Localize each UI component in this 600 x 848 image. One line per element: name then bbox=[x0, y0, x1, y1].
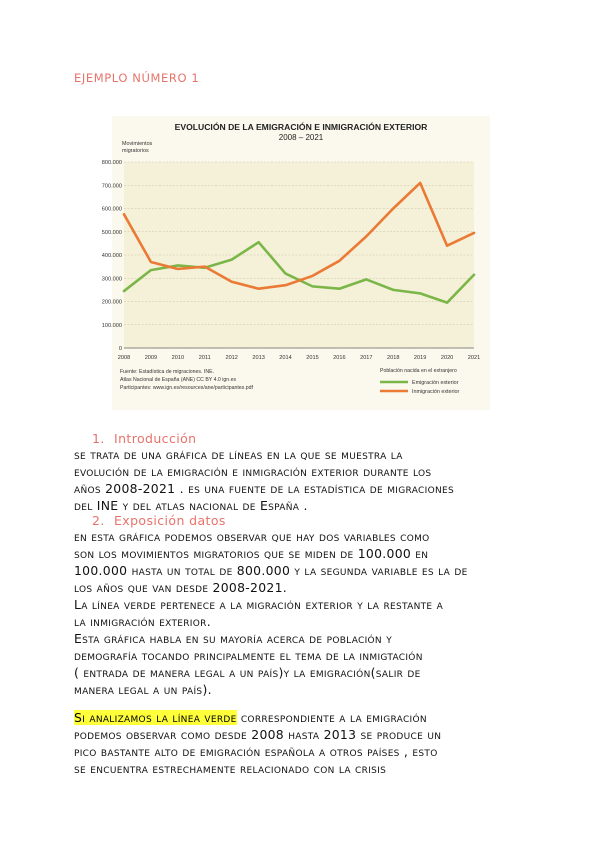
x-tick-label: 2021 bbox=[467, 355, 481, 361]
source-text: Fuente: Estadística de migraciones. INE. bbox=[120, 369, 214, 375]
y-tick-label: 300.000 bbox=[101, 276, 122, 283]
highlighted-text: Si analizamos la línea verde bbox=[74, 710, 237, 725]
data-point bbox=[419, 292, 421, 294]
analysis-paragraph bbox=[74, 709, 534, 777]
data-point bbox=[392, 208, 394, 210]
data-point bbox=[150, 269, 152, 271]
legend-title: Población nacida en el extranjero bbox=[380, 368, 457, 374]
line-chart bbox=[101, 116, 490, 410]
y-axis-label-line1: Movimientos bbox=[122, 141, 153, 147]
data-point bbox=[338, 260, 340, 262]
text-line: del INE y del atlas nacional de España . bbox=[74, 498, 308, 513]
data-point bbox=[231, 259, 233, 261]
data-point bbox=[473, 274, 475, 276]
data-point bbox=[177, 265, 179, 267]
x-tick-label: 2019 bbox=[413, 355, 427, 361]
chart-figure bbox=[101, 116, 490, 410]
data-point bbox=[258, 241, 260, 243]
text-line: ( entrada de manera legal a un país)y la emigración(salir de bbox=[74, 665, 421, 680]
data-point bbox=[285, 273, 287, 275]
source-text: Participantes: www.ign.es/resources/ane/participantes.pdf bbox=[120, 385, 253, 391]
chart-subtitle: 2008 – 2021 bbox=[278, 133, 324, 142]
x-tick-label: 2013 bbox=[252, 355, 265, 361]
data-point bbox=[123, 290, 125, 292]
x-tick-label: 2017 bbox=[360, 355, 373, 361]
y-tick-label: 800.000 bbox=[101, 160, 122, 166]
exposition-paragraph bbox=[74, 528, 534, 698]
text-line: demografía tocando principalmente el tema de la inmigtación bbox=[74, 648, 423, 663]
data-point bbox=[338, 288, 340, 290]
text-line: La línea verde pertenece a la migración exterior y la restante a bbox=[74, 597, 444, 612]
x-tick-label: 2014 bbox=[279, 355, 292, 361]
data-point bbox=[365, 236, 367, 238]
x-tick-label: 2010 bbox=[171, 355, 185, 361]
section-number: 2. bbox=[92, 513, 105, 528]
text-line: los años que van desde 2008-2021. bbox=[74, 580, 288, 595]
section-title: Introducción bbox=[114, 431, 197, 446]
y-tick-label: 0 bbox=[118, 346, 122, 352]
text-line: pico bastante alto de emigración española a otros países , esto bbox=[74, 744, 438, 759]
data-point bbox=[258, 288, 260, 290]
y-tick-label: 500.000 bbox=[101, 229, 122, 236]
x-tick-label: 2016 bbox=[333, 355, 346, 361]
data-point bbox=[446, 302, 448, 304]
data-point bbox=[392, 289, 394, 291]
section-number: 1. bbox=[92, 431, 105, 446]
section-title: Exposición datos bbox=[114, 513, 226, 528]
data-point bbox=[312, 275, 314, 277]
legend-label: Inmigración exterior bbox=[412, 389, 460, 395]
data-point bbox=[312, 285, 314, 287]
text-line: podemos observar como desde 2008 hasta 2013 se produce un bbox=[74, 727, 442, 742]
data-point bbox=[285, 284, 287, 286]
data-point bbox=[231, 281, 233, 283]
text-fragment: correspondiente a la emigración bbox=[236, 710, 427, 725]
data-point bbox=[365, 279, 367, 281]
y-axis-label-line2: migratorios bbox=[122, 148, 149, 154]
data-point bbox=[123, 213, 125, 215]
x-tick-label: 2015 bbox=[306, 355, 319, 361]
data-point bbox=[177, 268, 179, 270]
x-tick-label: 2018 bbox=[387, 355, 400, 361]
text-line: se encuentra estrechamente relacionado con la crisis bbox=[74, 761, 387, 776]
section-heading-intro bbox=[92, 431, 196, 446]
chart-title: EVOLUCIÓN DE LA EMIGRACIÓN E INMIGRACIÓN EXTERIOR bbox=[174, 122, 428, 132]
text-line: evolución de la emigración e inmigración exterior durante los bbox=[74, 464, 432, 479]
data-point bbox=[204, 266, 206, 268]
y-tick-label: 600.000 bbox=[101, 206, 122, 213]
y-tick-label: 400.000 bbox=[101, 253, 122, 259]
y-tick-label: 700.000 bbox=[101, 183, 122, 190]
text-line: se trata de una gráfica de líneas en la que se muestra la bbox=[74, 447, 403, 462]
text-line: Esta gráfica habla en su mayoría acerca de población y bbox=[74, 631, 392, 646]
text-line: manera legal a un país). bbox=[74, 682, 212, 697]
data-point bbox=[419, 182, 421, 184]
x-tick-label: 2011 bbox=[198, 355, 211, 361]
source-text: Atlas Nacional de España (ANE) CC BY 4.0 ign.es bbox=[120, 377, 237, 383]
section-heading-exposition bbox=[92, 513, 226, 528]
data-point bbox=[446, 245, 448, 247]
text-line: años 2008-2021 . es una fuente de la estadística de migraciones bbox=[74, 481, 454, 496]
text-line: la inmigración exterior. bbox=[74, 614, 211, 629]
example-title: EJEMPLO NÚMERO 1 bbox=[74, 71, 200, 85]
x-tick-label: 2020 bbox=[440, 355, 454, 361]
x-tick-label: 2009 bbox=[144, 355, 158, 361]
text-line: 100.000 hasta un total de 800.000 y la segunda variable es la de bbox=[74, 563, 468, 578]
legend-label: Emigración exterior bbox=[412, 380, 459, 386]
data-point bbox=[473, 232, 475, 234]
intro-paragraph bbox=[74, 446, 534, 514]
y-tick-label: 200.000 bbox=[101, 299, 122, 306]
data-point bbox=[150, 261, 152, 263]
text-line bbox=[74, 709, 534, 726]
y-tick-label: 100.000 bbox=[101, 322, 122, 329]
text-line: en esta gráfica podemos observar que hay dos variables como bbox=[74, 529, 430, 544]
x-tick-label: 2008 bbox=[117, 355, 131, 361]
x-tick-label: 2012 bbox=[225, 355, 238, 361]
text-line: son los movimientos migratorios que se miden de 100.000 en bbox=[74, 546, 429, 561]
